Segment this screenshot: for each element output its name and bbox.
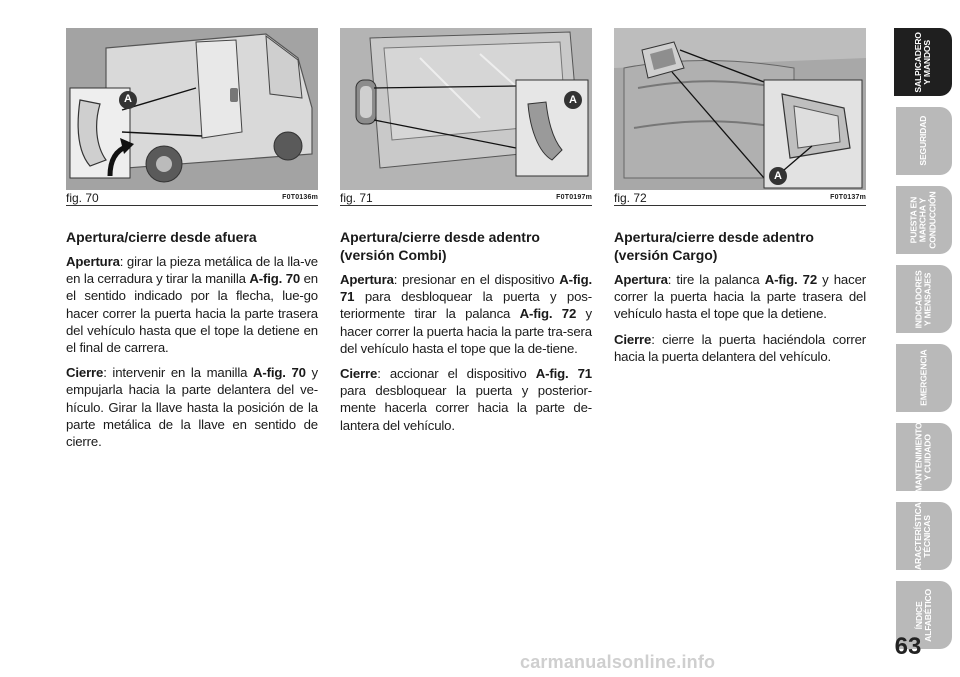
tab-caracteristicas[interactable] <box>896 496 952 576</box>
paragraph-apertura <box>340 271 592 357</box>
figure-71-caption <box>340 191 592 206</box>
figure-reference: A-fig. 72 <box>519 306 577 322</box>
paragraph-text: : intervenir en la manilla <box>103 365 253 381</box>
figure-71-image <box>340 28 592 190</box>
figure-72-image <box>614 28 866 190</box>
figure-code: F0T0136m <box>282 194 318 201</box>
figure-70-image <box>66 28 318 190</box>
term-label: Apertura <box>66 254 120 269</box>
callout-a: A <box>569 94 577 106</box>
paragraph-text: : cierre la puerta haciéndola correr hacia la puerta delantera del vehículo. <box>614 331 866 364</box>
tab-label: PUESTA EN MARCHA Y CONDUCCIÓN <box>908 191 938 249</box>
tab-puesta-en-marcha[interactable] <box>896 186 952 254</box>
paragraph-text: : girar la pieza metálica de la lla-ve en la cerradura y tirar la manilla <box>66 254 318 287</box>
figure-number: fig. 72 <box>614 191 647 205</box>
section-heading: Apertura/cierre desde adentro (versión Combi) <box>340 229 540 263</box>
tab-label: MANTENIMIENTO Y CUIDADO <box>913 422 933 492</box>
figure-reference: A-fig. 71 <box>535 366 592 382</box>
tab-mantenimiento[interactable] <box>896 423 952 491</box>
paragraph-text: y hacer correr la puerta hacia la parte trasera del vehículo hasta el tope que la detiene. <box>614 272 866 322</box>
section-heading: Apertura/cierre desde afuera <box>66 229 257 245</box>
paragraph-text: : presionar en el dispositivo <box>393 272 560 287</box>
paragraph-text: para desbloquear la puerta y posterior-mente hacerla correr hacia la parte de-lantera del vehículo. <box>340 383 592 433</box>
paragraph-apertura <box>614 271 866 323</box>
figure-number: fig. 71 <box>340 191 373 205</box>
term-label: Apertura <box>614 272 668 287</box>
tab-label: SEGURIDAD <box>918 116 929 166</box>
section-heading: Apertura/cierre desde adentro (versión Cargo) <box>614 229 814 263</box>
paragraph-text: para desbloquear la puerta y pos-teriormente tirar la palanca <box>340 289 592 322</box>
watermark: carmanualsonline.info <box>520 652 716 672</box>
figure-code: F0T0137m <box>830 194 866 201</box>
term-label: Cierre <box>66 365 104 381</box>
term-label: Apertura <box>340 272 394 287</box>
page-number: 63 <box>894 633 922 660</box>
figure-70-caption <box>66 191 318 206</box>
figure-reference: A-fig. 70 <box>249 271 301 287</box>
figure-code: F0T0197m <box>556 194 592 201</box>
paragraph-cierre <box>614 331 866 365</box>
tab-seguridad[interactable] <box>896 107 952 175</box>
figure-reference: A-fig. 70 <box>253 365 306 381</box>
tab-label: EMERGENCIA <box>918 349 929 407</box>
term-label: Cierre <box>614 331 652 347</box>
paragraph-apertura <box>66 253 318 356</box>
column-cargo <box>614 228 866 373</box>
term-label: Cierre <box>340 366 378 382</box>
paragraph-text: y hacer correr la puerta hacia la parte tra-sera del vehículo hasta el tope que la de-tiene. <box>340 306 592 356</box>
tab-indicadores[interactable] <box>896 265 952 333</box>
paragraph-cierre <box>340 365 592 434</box>
paragraph-text: en el sentido indicado por la flecha, lue-go hacer correr la puerta hacia la parte trasera del vehículo hasta que el tope la detiene en el final de carrera. <box>66 271 318 356</box>
tab-label: SALPICADERO Y MANDOS <box>912 31 933 93</box>
paragraph-text: : accionar el dispositivo <box>377 366 536 382</box>
paragraph-text: : tire la palanca <box>667 272 765 287</box>
tab-emergencia[interactable] <box>896 344 952 412</box>
figure-number: fig. 70 <box>66 191 99 205</box>
column-exterior <box>66 228 318 458</box>
tab-label: ÍNDICE ALFABÉTICO <box>913 588 933 642</box>
figure-reference: A-fig. 71 <box>340 272 592 305</box>
figure-reference: A-fig. 72 <box>764 272 818 287</box>
paragraph-text: y empujarla hacia la parte delantera del ve-hículo. Girar la llave hasta la posición de la parte metálica de la llave en sentido de cierre. <box>66 365 318 450</box>
tab-label: CARACTERÍSTICAS TÉCNICAS <box>913 496 933 576</box>
figure-72-caption <box>614 191 866 206</box>
column-combi <box>340 228 592 442</box>
callout-a: A <box>124 93 132 105</box>
callout-a: A <box>774 170 782 182</box>
tab-salpicadero[interactable] <box>894 28 952 96</box>
tab-label: INDICADORES Y MENSAJES <box>913 270 933 328</box>
paragraph-cierre <box>66 364 318 450</box>
